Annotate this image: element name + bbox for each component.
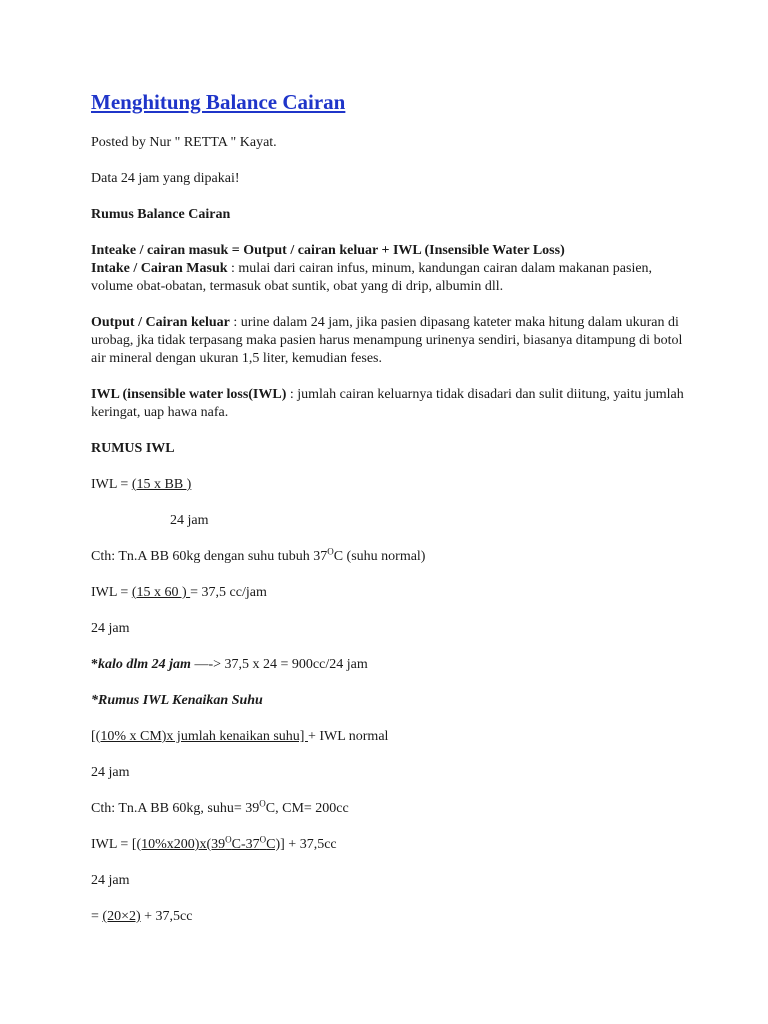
iwl-suhu-prefix: IWL =: [91, 837, 132, 852]
iwl-formula-numerator: (15 x BB ): [131, 477, 192, 492]
rumus-balance-heading: Rumus Balance Cairan: [91, 207, 231, 222]
kalo-line: [91, 656, 691, 674]
iwl-formula-prefix: IWL =: [91, 477, 132, 492]
kalo-star: *: [91, 657, 98, 672]
example-2-text-a: Cth: Tn.A BB 60kg, suhu= 39: [91, 801, 260, 816]
suhu-formula-line: [91, 728, 691, 746]
output-text: : urine dalam 24 jam, jika pasien dipasang kateter maka hitung dalam ukuran di urobag, jka tidak terpasang maka pasien harus menampung urinenya sendiri, biasanya ditampung di botol air mineral dengan ukuran 1,5 liter, kemudian feses.: [91, 315, 683, 366]
iwl-definition-label: IWL (insensible water loss(IWL): [91, 387, 287, 402]
example-2: [91, 800, 691, 818]
iwl-calc-prefix: IWL =: [91, 585, 132, 600]
example-1-sup: O: [327, 546, 334, 557]
example-2-sup: O: [259, 798, 266, 809]
iwl-calc-line: [91, 584, 691, 602]
iwl-definition-paragraph: [91, 386, 691, 422]
iwl-suhu-suffix: + 37,5cc: [284, 837, 337, 852]
rumus-suhu-heading: *Rumus IWL Kenaikan Suhu: [91, 693, 263, 708]
iwl-calc-numerator: (15 x 60 ): [131, 585, 191, 600]
iwl-suhu-num-a: [(10%x200)x(39: [131, 837, 226, 852]
result-line: [91, 908, 691, 926]
formula-line: Inteake / cairan masuk = Output / cairan keluar + IWL (Insensible Water Loss): [91, 243, 565, 258]
iwl-formula-denominator: 24 jam: [170, 513, 209, 528]
intake-text: : mulai dari cairan infus, minum, kandungan cairan dalam makanan pasien, volume obat-obatan, termasuk obat suntik, obat yang di drip, albumin dll.: [91, 261, 653, 294]
iwl-suhu-denominator: 24 jam: [91, 873, 130, 888]
intake-label: Intake / Cairan Masuk: [91, 261, 228, 276]
suhu-formula-suffix: + IWL normal: [307, 729, 389, 744]
iwl-suhu-num-b: C-37: [231, 837, 260, 852]
example-1-text-b: C (suhu normal): [333, 549, 426, 564]
example-1: [91, 548, 691, 566]
kalo-label: kalo dlm 24 jam: [98, 657, 191, 672]
iwl-formula-line: [91, 476, 691, 494]
result-prefix: =: [91, 909, 103, 924]
iwl-calc-denominator: 24 jam: [91, 621, 130, 636]
data-note: Data 24 jam yang dipakai!: [91, 171, 240, 186]
iwl-suhu-numerator: [131, 834, 285, 852]
result-numerator: (20×2): [102, 909, 141, 924]
suhu-formula-denominator: 24 jam: [91, 765, 130, 780]
post-title-link[interactable]: Menghitung Balance Cairan: [91, 90, 346, 114]
iwl-definition-text: : jumlah cairan keluarnya tidak disadari dan sulit diitung, yaitu jumlah keringat, uap hawa nafa.: [91, 387, 684, 420]
rumus-iwl-heading: RUMUS IWL: [91, 441, 175, 456]
document-page: [91, 88, 691, 944]
iwl-suhu-sup-2: O: [259, 834, 267, 845]
iwl-calc-suffix: = 37,5 cc/jam: [190, 585, 267, 600]
output-paragraph: [91, 314, 691, 368]
iwl-suhu-calc-line: [91, 836, 691, 854]
iwl-suhu-sup-1: O: [225, 834, 232, 845]
intake-paragraph: [91, 242, 691, 296]
suhu-formula-numerator: [(10% x CM)x jumlah kenaikan suhu]: [91, 729, 308, 744]
iwl-suhu-num-c: C)]: [266, 837, 285, 852]
output-label: Output / Cairan keluar: [91, 315, 230, 330]
kalo-text: —-> 37,5 x 24 = 900cc/24 jam: [190, 657, 368, 672]
example-1-text-a: Cth: Tn.A BB 60kg dengan suhu tubuh 37: [91, 549, 328, 564]
posted-by: Posted by Nur " RETTA " Kayat.: [91, 135, 277, 150]
result-suffix: + 37,5cc: [140, 909, 193, 924]
example-2-text-b: C, CM= 200cc: [265, 801, 349, 816]
